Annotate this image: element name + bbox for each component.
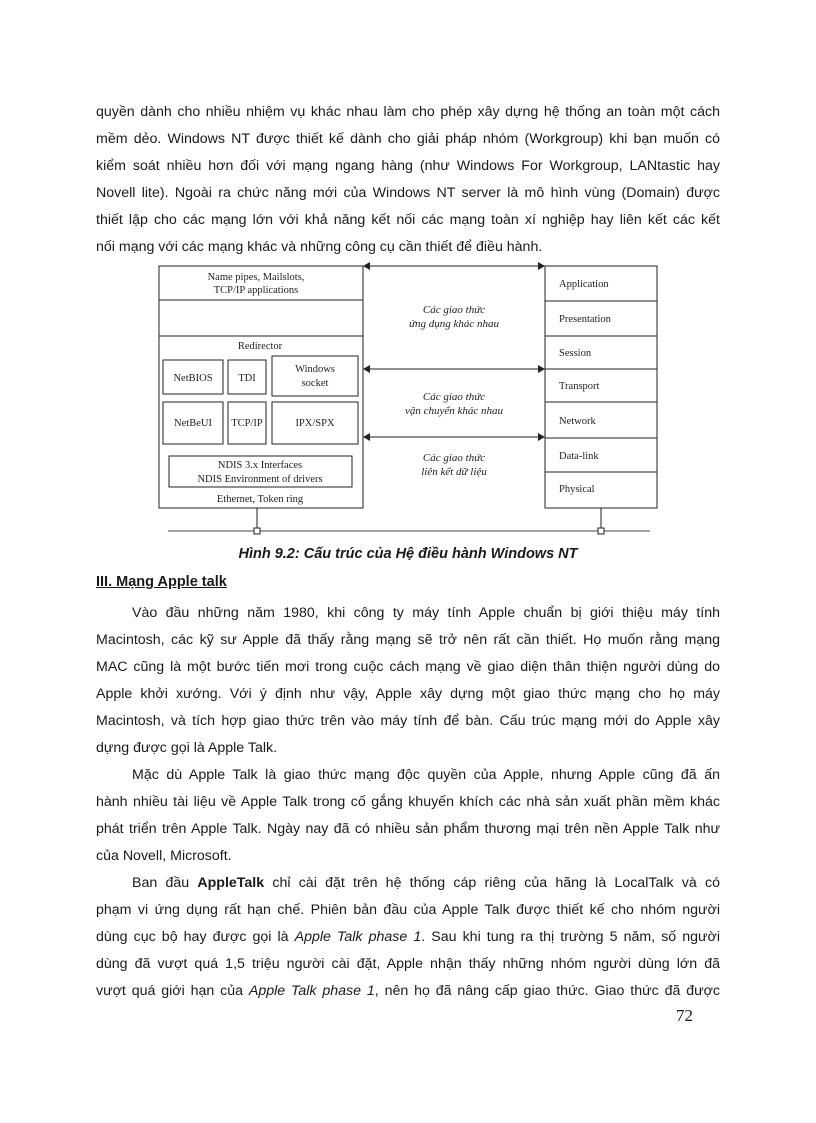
- text-run: Ban đầu: [132, 875, 198, 891]
- text-line: Mặc dù Apple Talk là giao thức mạng độc quyền của Apple, nhưng Apple cũng đã ấn: [132, 767, 720, 783]
- text-line: Apple khởi xướng. Với ý định như vậy, Apple xây dựng một giao thức mạng cho họ máy: [96, 686, 720, 702]
- ethernet-label: Ethernet, Token ring: [216, 494, 304, 505]
- left-stack-box: [159, 266, 363, 508]
- text-line: phạm vi ứng dụng rất hạn chế. Phiên bản đầu của Apple Talk được thiết kế cho nhóm người: [96, 902, 720, 918]
- osi-session: Session: [559, 348, 592, 359]
- name-pipes-label: Name pipes, Mailslots,: [207, 272, 305, 283]
- text-line: quyền dành cho nhiều nhiệm vụ khác nhau làm cho phép xây dựng hệ thống an toàn một cách: [96, 104, 720, 120]
- osi-network: Network: [559, 416, 596, 427]
- tdi-label: TDI: [238, 373, 256, 384]
- text-line: kiểm soát nhiều hơn đối với mạng ngang hàng (như Windows For Workgroup, LANtastic hay: [96, 158, 720, 174]
- ipxspx-label: IPX/SPX: [295, 418, 335, 429]
- page-number: 72: [676, 1006, 693, 1025]
- osi-application: Application: [559, 279, 609, 290]
- text-line: hành nhiều tài liệu về Apple Talk trong cố gắng khuyến khích các nhà sản xuất phần mềm khác: [96, 794, 720, 810]
- paragraph-1: [96, 600, 720, 762]
- datalink-protocols-line2: liên kết dữ liệu: [421, 466, 487, 478]
- phase1-italic: Apple Talk phase 1: [294, 929, 422, 945]
- text-run: . Sau khi tung ra thị trường 5 năm, số người: [421, 929, 720, 945]
- text-line: nối mạng với các mạng khác và những công cụ cần thiết để điều hành.: [96, 239, 543, 255]
- app-protocols-line2: ứng dụng khác nhau: [408, 318, 500, 330]
- text-line: [96, 978, 720, 1005]
- figure-caption: Hình 9.2: Cấu trúc của Hệ điều hành Windows NT: [238, 546, 578, 562]
- datalink-protocols-line1: Các giao thức: [422, 452, 486, 464]
- paragraph-3: [96, 870, 720, 1005]
- text-line: Macintosh, và tích hợp giao thức trên vào máy tính để bàn. Cấu trúc mạng mới do Apple xây: [96, 713, 720, 729]
- text-run: , nên họ đã nâng cấp giao thức. Giao thức đã được: [374, 983, 721, 999]
- netbeui-label: NetBeUI: [174, 418, 212, 429]
- appletalk-bold: AppleTalk: [197, 875, 265, 891]
- app-protocols-line1: Các giao thức: [422, 304, 486, 316]
- text-line: Macintosh, các kỹ sư Apple đã thấy rằng mạng sẽ trở nên rất cần thiết. Họ muốn rằng mạng: [96, 632, 720, 648]
- phase1-italic: Apple Talk phase 1: [248, 983, 375, 999]
- windows-label: Windows: [295, 364, 335, 375]
- netbios-label: NetBIOS: [173, 373, 213, 384]
- osi-datalink: Data-link: [559, 451, 599, 462]
- text-line: [96, 924, 720, 951]
- osi-transport: Transport: [559, 381, 600, 392]
- paragraph-2: [96, 762, 720, 870]
- osi-physical: Physical: [559, 484, 595, 495]
- transport-protocols-line2: vận chuyển khác nhau: [404, 405, 504, 417]
- windows-socket-box: [272, 356, 358, 396]
- osi-presentation: Presentation: [559, 314, 611, 325]
- tcpip-apps-label: TCP/IP applications: [213, 285, 299, 296]
- text-run: dùng cục bộ hay được gọi là: [96, 929, 295, 945]
- text-run: chỉ cài đặt trên hệ thống cáp riêng của hãng là LocalTalk và có: [264, 875, 720, 891]
- ndis-env-label: NDIS Environment of drivers: [197, 474, 323, 485]
- text-line: dùng đã vượt quá 1,5 triệu người cài đặt, Apple nhận thấy những nhóm người dùng lớn đã: [96, 956, 720, 972]
- text-line: của Novell, Microsoft.: [96, 848, 232, 864]
- redirector-label: Redirector: [237, 341, 283, 352]
- text-line: thiết lập cho các mạng lớn với khả năng kết nối các mạng toàn xí nghiệp hay liên kết các kết: [96, 212, 720, 228]
- transport-protocols-line1: Các giao thức: [422, 391, 486, 403]
- text-line: MAC cũng là một bước tiến mơi trong cuộc cách mạng về giao diện thân thiện người dùng do: [96, 659, 720, 675]
- text-line: mềm dẻo. Windows NT được thiết kế dành cho giải pháp nhóm (Workgroup) khi bạn muốn có: [96, 131, 720, 147]
- text-run: vượt quá giới hạn của: [96, 983, 249, 999]
- section-heading: III. Mạng Apple talk: [96, 574, 227, 590]
- socket-label: socket: [301, 378, 329, 389]
- text-line: dựng được gọi là Apple Talk.: [96, 740, 278, 756]
- text-line: Novell lite). Ngoài ra chức năng mới của Windows NT server là mô hình vùng (Domain) được: [96, 185, 720, 201]
- text-line: Vào đầu những năm 1980, khi công ty máy tính Apple chuẩn bị giới thiệu máy tính: [132, 605, 720, 621]
- text-line: [96, 870, 720, 897]
- ndis-interfaces-label: NDIS 3.x Interfaces: [217, 460, 303, 471]
- text-line: phát triển trên Apple Talk. Ngày nay đã có nhiều sản phẩm thương mại trên nền Apple Talk như: [96, 821, 720, 837]
- tcpip-label: TCP/IP: [231, 418, 263, 429]
